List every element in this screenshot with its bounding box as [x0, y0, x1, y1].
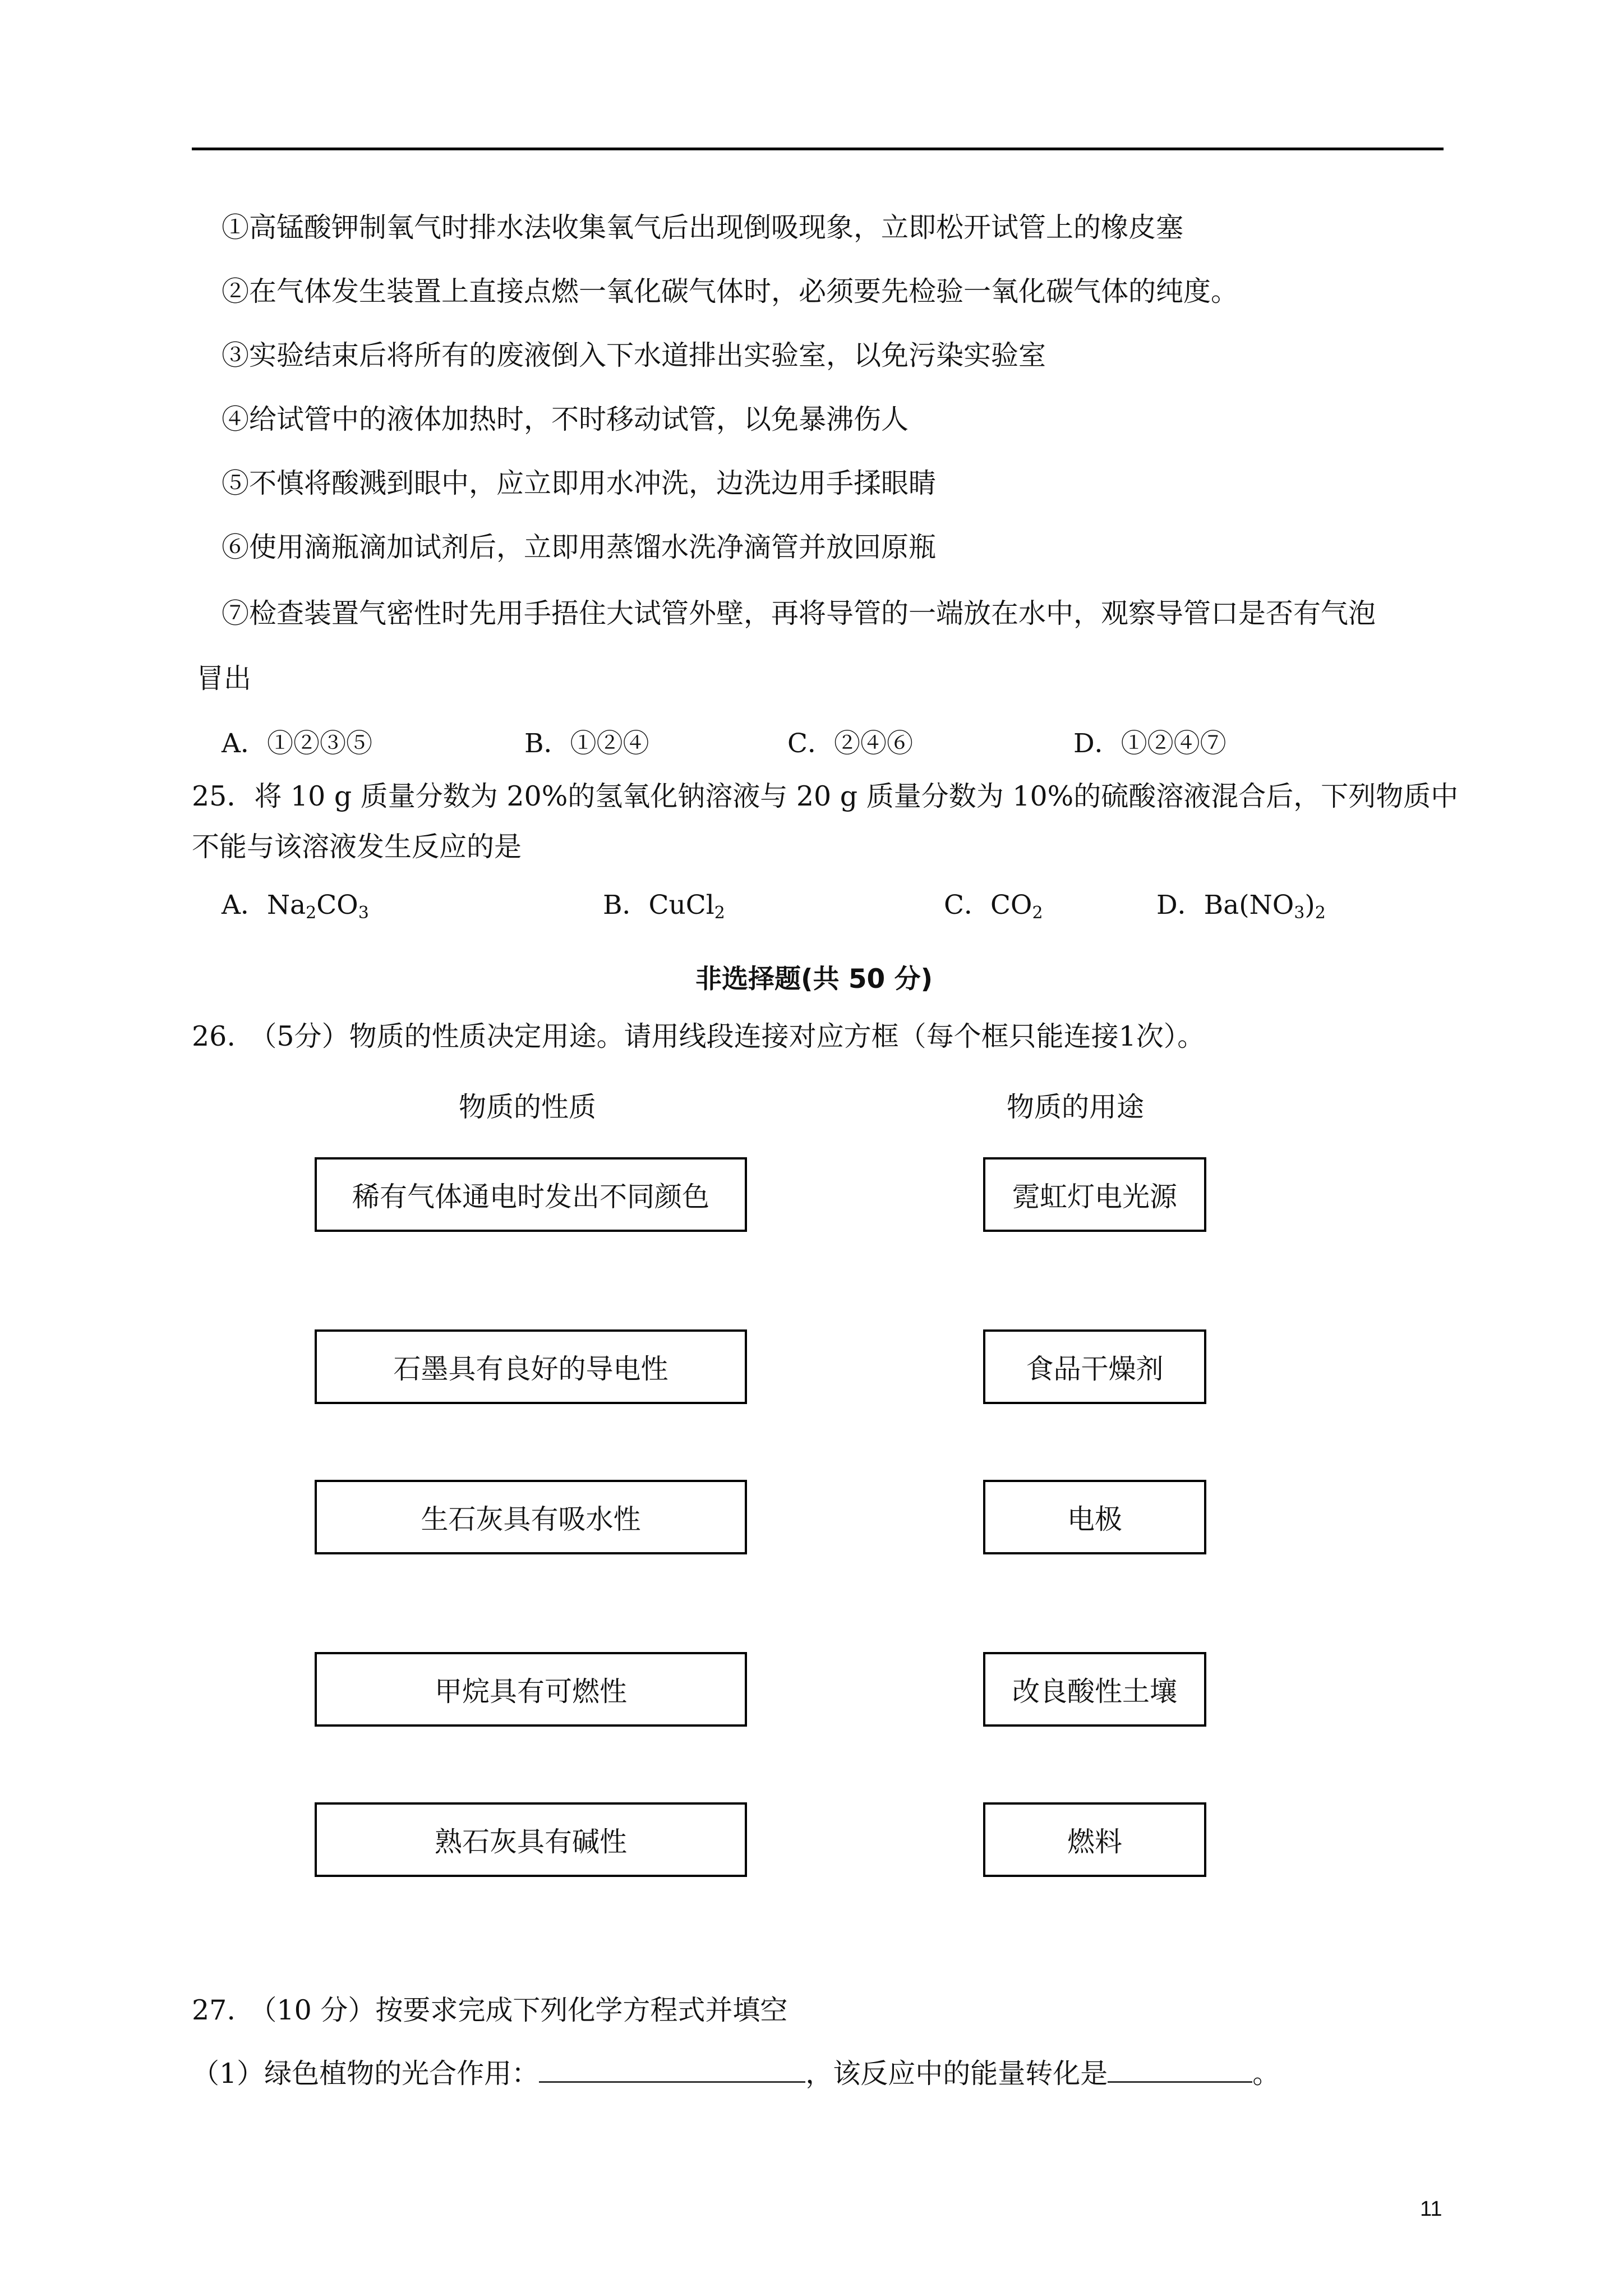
- properties-header: 物质的性质: [459, 1091, 597, 1123]
- statement-7: ⑦检查装置气密性时先用手捂住大试管外壁，再将导管的一端放在水中，观察导管口是否有气泡: [222, 597, 1376, 629]
- header-rule: [192, 148, 1444, 150]
- q24-option-a: A．①②③⑤: [222, 728, 372, 759]
- q25-option-a: A．$Na_2CO_3$: [222, 890, 369, 923]
- page-number: 11: [1420, 2197, 1442, 2221]
- uses-header: 物质的用途: [1007, 1091, 1145, 1123]
- energy-conversion-blank[interactable]: [1108, 2056, 1252, 2083]
- statement-7-continued: 冒出: [196, 662, 252, 694]
- use-box-2[interactable]: 食品干燥剂: [983, 1329, 1206, 1404]
- property-box-3[interactable]: 生石灰具有吸水性: [315, 1480, 747, 1554]
- section-title: 非选择题(共 50 分): [695, 964, 933, 995]
- use-box-5[interactable]: 燃料: [983, 1802, 1206, 1877]
- q25-option-c: C．$CO_2$: [944, 890, 1043, 923]
- use-box-3[interactable]: 电极: [983, 1480, 1206, 1554]
- q24-option-d: D．①②④⑦: [1073, 728, 1227, 759]
- q25-stem-line2: 不能与该溶液发生反应的是: [192, 831, 522, 863]
- q24-option-b: B．①②④: [524, 728, 649, 759]
- equation-blank[interactable]: [539, 2056, 805, 2083]
- q25-stem-line1: 25．将 10 g 质量分数为 20%的氢氧化钠溶液与 20 g 质量分数为 10%的硫酸溶液混合后，下列物质中: [192, 780, 1459, 812]
- property-box-4[interactable]: 甲烷具有可燃性: [315, 1652, 747, 1727]
- statement-6: ⑥使用滴瓶滴加试剂后，立即用蒸馏水洗净滴管并放回原瓶: [222, 531, 937, 563]
- statement-1: ①高锰酸钾制氧气时排水法收集氧气后出现倒吸现象，立即松开试管上的橡皮塞: [222, 211, 1184, 243]
- q27-item1-energy-label: ，该反应中的能量转化是: [805, 2058, 1108, 2090]
- statement-2: ②在气体发生装置上直接点燃一氧化碳气体时，必须要先检验一氧化碳气体的纯度。: [222, 275, 1239, 307]
- property-box-2[interactable]: 石墨具有良好的导电性: [315, 1329, 747, 1404]
- statement-4: ④给试管中的液体加热时，不时移动试管，以免暴沸伤人: [222, 403, 909, 435]
- use-box-1[interactable]: 霓虹灯电光源: [983, 1157, 1206, 1232]
- statement-5: ⑤不慎将酸溅到眼中，应立即用水冲洗，边洗边用手揉眼睛: [222, 467, 937, 499]
- q24-option-c: C．②④⑥: [787, 728, 913, 759]
- property-box-1[interactable]: 稀有气体通电时发出不同颜色: [315, 1157, 747, 1232]
- q25-option-b: B．CuCl$_2$: [603, 890, 725, 923]
- q27-item1-label: （1）绿色植物的光合作用：: [192, 2058, 540, 2090]
- q27-item1: （1）绿色植物的光合作用： ，该反应中的能量转化是 。: [192, 2058, 1280, 2090]
- q26-stem: 26. （5分）物质的性质决定用途。请用线段连接对应方框（每个框只能连接1次）。: [192, 1020, 1205, 1052]
- use-box-4[interactable]: 改良酸性土壤: [983, 1652, 1206, 1727]
- property-box-5[interactable]: 熟石灰具有碱性: [315, 1802, 747, 1877]
- q25-option-d: D．$Ba(NO_3)_2$: [1156, 890, 1326, 923]
- statement-3: ③实验结束后将所有的废液倒入下水道排出实验室，以免污染实验室: [222, 339, 1046, 371]
- q27-stem: 27. （10 分）按要求完成下列化学方程式并填空: [192, 1994, 788, 2026]
